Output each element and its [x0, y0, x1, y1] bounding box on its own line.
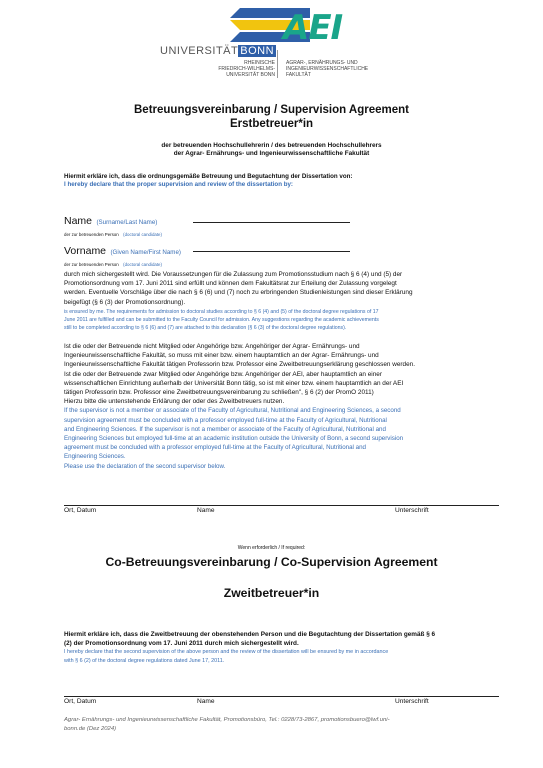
name-label-en: (Surname/Last Name)	[96, 219, 158, 226]
signature2-name: Name	[197, 698, 215, 705]
signature1-name: Name	[197, 507, 215, 514]
university-bonn-logo	[160, 8, 280, 80]
footer-line: bonn.de (Dez 2024)	[64, 725, 117, 732]
faculty-divider	[277, 50, 278, 78]
signature1-unterschrift: Unterschrift	[395, 507, 429, 514]
para2-en-line: Please use the declaration of the second supervisor below.	[64, 462, 226, 470]
para2-de-line: Ist die oder der Betreuende zwar Mitglied oder Angehörige bzw. Angehöriger der AEI, aber hauptamtlich an einer	[64, 370, 382, 378]
vorname-input-line[interactable]	[193, 251, 350, 252]
para2-de-line: Ingenieurwissenschaftliche Fakultät tätigen Professorin bzw. Professor eine Zweitbetreuungserklärung geschlossen werden.	[64, 361, 415, 369]
aei-faculty-logo	[283, 8, 383, 80]
co-en-line: I hereby declare that the second supervision of the above person and the review of the dissertation will be ensured by me in accordance	[64, 649, 389, 656]
para2-de-line: wissenschaftlichen Einrichtung außerhalb der Universität Bonn tätig, so ist mit einer bzw. einem hauptamtlich an der AEI	[64, 379, 404, 387]
vorname-label: Vorname	[64, 245, 107, 257]
footer-line: Agrar- Ernährungs- und Ingenieurwissenschaftliche Fakultät, Promotionsbüro, Tel.: 0228/73-2867, promotionsbuero@lwf.uni-	[64, 717, 390, 723]
page-title: Betreuungsvereinbarung / Supervision Agreement	[134, 104, 409, 116]
signature2-ort-datum: Ort, Datum	[64, 698, 97, 705]
declaration-en: I hereby declare that the proper supervision and review of the dissertation by:	[64, 181, 293, 189]
vorname-label-en: (Given Name/First Name)	[110, 249, 181, 256]
signature-line-1[interactable]	[64, 505, 499, 506]
para2-de-line: tätigen Professorin bzw. Professor eine Zweitbetreuungsvereinbarung zu schließen", § 6 (2) der PromO 2011)	[64, 389, 374, 397]
faculty-sub-line: INGENIEURWISSENSCHAFTLICHE	[286, 66, 369, 73]
para2-en-line: Engineering Sciences but employed full-time at an academic institution outside the University of Bonn, a second supervision	[64, 435, 404, 443]
co-de-line: Hiermit erkläre ich, dass die Zweitbetreuung der obenstehenden Person und die Begutachtung der Dissertation gemäß § 6	[64, 631, 436, 638]
university-name-part1: UNIVERSITÄT	[160, 45, 239, 57]
para1-de-line: werden. Eventuelle Vorschläge über die nach § 6 (6) und (7) noch zu erbringenden Studienleistungen sind dieser Erklärung	[64, 289, 413, 297]
faculty-sub-line: AGRAR-, ERNÄHRUNGS- UND	[286, 60, 358, 66]
para2-en-line: agreement must be concluded with a professor employed full-time at the Faculty of Agricultural, Nutritional and	[64, 444, 366, 452]
para1-de-line: Promotionsordnung vom 17. Juni 2011 sind erfüllt und können dem Fakultätsrat zur Erteilung der Zulassung vorgelegt	[64, 280, 397, 288]
co-if-required: Wenn erforderlich / If required:	[237, 545, 306, 551]
name-input-line[interactable]	[193, 222, 350, 223]
subtitle-line: der betreuenden Hochschullehrerin / des betreuenden Hochschullehrers	[161, 142, 382, 149]
para1-en-line: still to be completed according to § 6 (6) and (7) are attached to this declaration (§ 6 (3) of the doctoral degree regulations).	[64, 324, 347, 331]
para1-de-line: beigefügt (§ 6 (3) der Promotionsordnung).	[64, 298, 186, 306]
para2-en-line: If the supervisor is not a member or associate of the Faculty of Agricultural, Nutritional and Engineering Sciences, a second	[64, 407, 401, 415]
page-subtitle: Erstbetreuer*in	[229, 118, 314, 130]
co-de-line: (2) der Promotionsordnung vom 17. Juni 2011 durch mich sichergestellt wird.	[64, 640, 299, 648]
university-sub-line: RHEINISCHE	[244, 60, 275, 66]
signature1-ort-datum: Ort, Datum	[64, 507, 97, 514]
para2-en-line: supervision agreement must be concluded with a professor employed full-time at the Faculty of Agricultural, Nutritional	[64, 416, 387, 424]
name-sub: der zur betreuenden Person	[64, 232, 119, 237]
faculty-sub-line: FAKULTÄT	[286, 72, 311, 79]
para2-de-line: Ingenieurwissenschaftliche Fakultät, so muss mit einer bzw. einem hauptamtlich an der Agrar- Ernährungs- und	[64, 352, 379, 360]
para2-en-line: Engineering Sciences.	[64, 453, 126, 461]
para2-de-line: Hierzu bitte die untenstehende Erklärung der oder des Zweitbetreuers nutzen.	[64, 398, 285, 406]
vorname-sub: der zur betreuenden Person	[64, 262, 119, 267]
co-subtitle: Zweitbetreuer*in	[223, 586, 320, 600]
university-sub-line: UNIVERSITÄT BONN	[226, 72, 275, 79]
para1-de-line: durch mich sichergestellt wird. Die Voraussetzungen für die Zulassung zum Promotionsstudium nach § 6 (4) und (5) der	[64, 271, 403, 278]
signature2-unterschrift: Unterschrift	[395, 698, 429, 705]
para1-en-line: is ensured by me. The requirements for admission to doctoral studies according to § 6 (4) and (5) of the doctoral degree regulations of 17	[64, 308, 379, 315]
co-en-line: with § 6 (2) of the doctoral degree regulations dated June 17, 2011.	[64, 657, 225, 664]
aei-logo-text: AEI	[283, 8, 343, 48]
name-sub-en: (doctoral candidate)	[123, 232, 162, 237]
university-sub-line: FRIEDRICH-WILHELMS-	[218, 66, 275, 73]
para1-en-line: June 2011 are fulfilled and can be submitted to the Faculty Council for admission. Any suggestions regarding the academic achievements	[64, 316, 379, 323]
vorname-sub-en: (doctoral candidate)	[123, 262, 162, 267]
para2-en-line: and Engineering Sciences. If the supervisor is not a member or associate of the Faculty of Agricultural, Nutritional and	[64, 425, 386, 433]
subtitle-line: der Agrar- Ernährungs- und Ingenieurwissenschaftliche Fakultät	[173, 150, 370, 158]
para2-de-line: Ist die oder der Betreuende nicht Mitglied oder Angehörige bzw. Angehöriger der Agrar- Ernährungs- und	[64, 343, 360, 350]
university-name-part2: BONN	[240, 45, 275, 57]
signature-line-2[interactable]	[64, 696, 499, 697]
name-label: Name	[64, 215, 93, 227]
co-title: Co-Betreuungsvereinbarung / Co-Supervision Agreement	[105, 555, 438, 569]
declaration-de: Hiermit erkläre ich, dass die ordnungsgemäße Betreuung und Begutachtung der Dissertation von:	[64, 173, 353, 180]
